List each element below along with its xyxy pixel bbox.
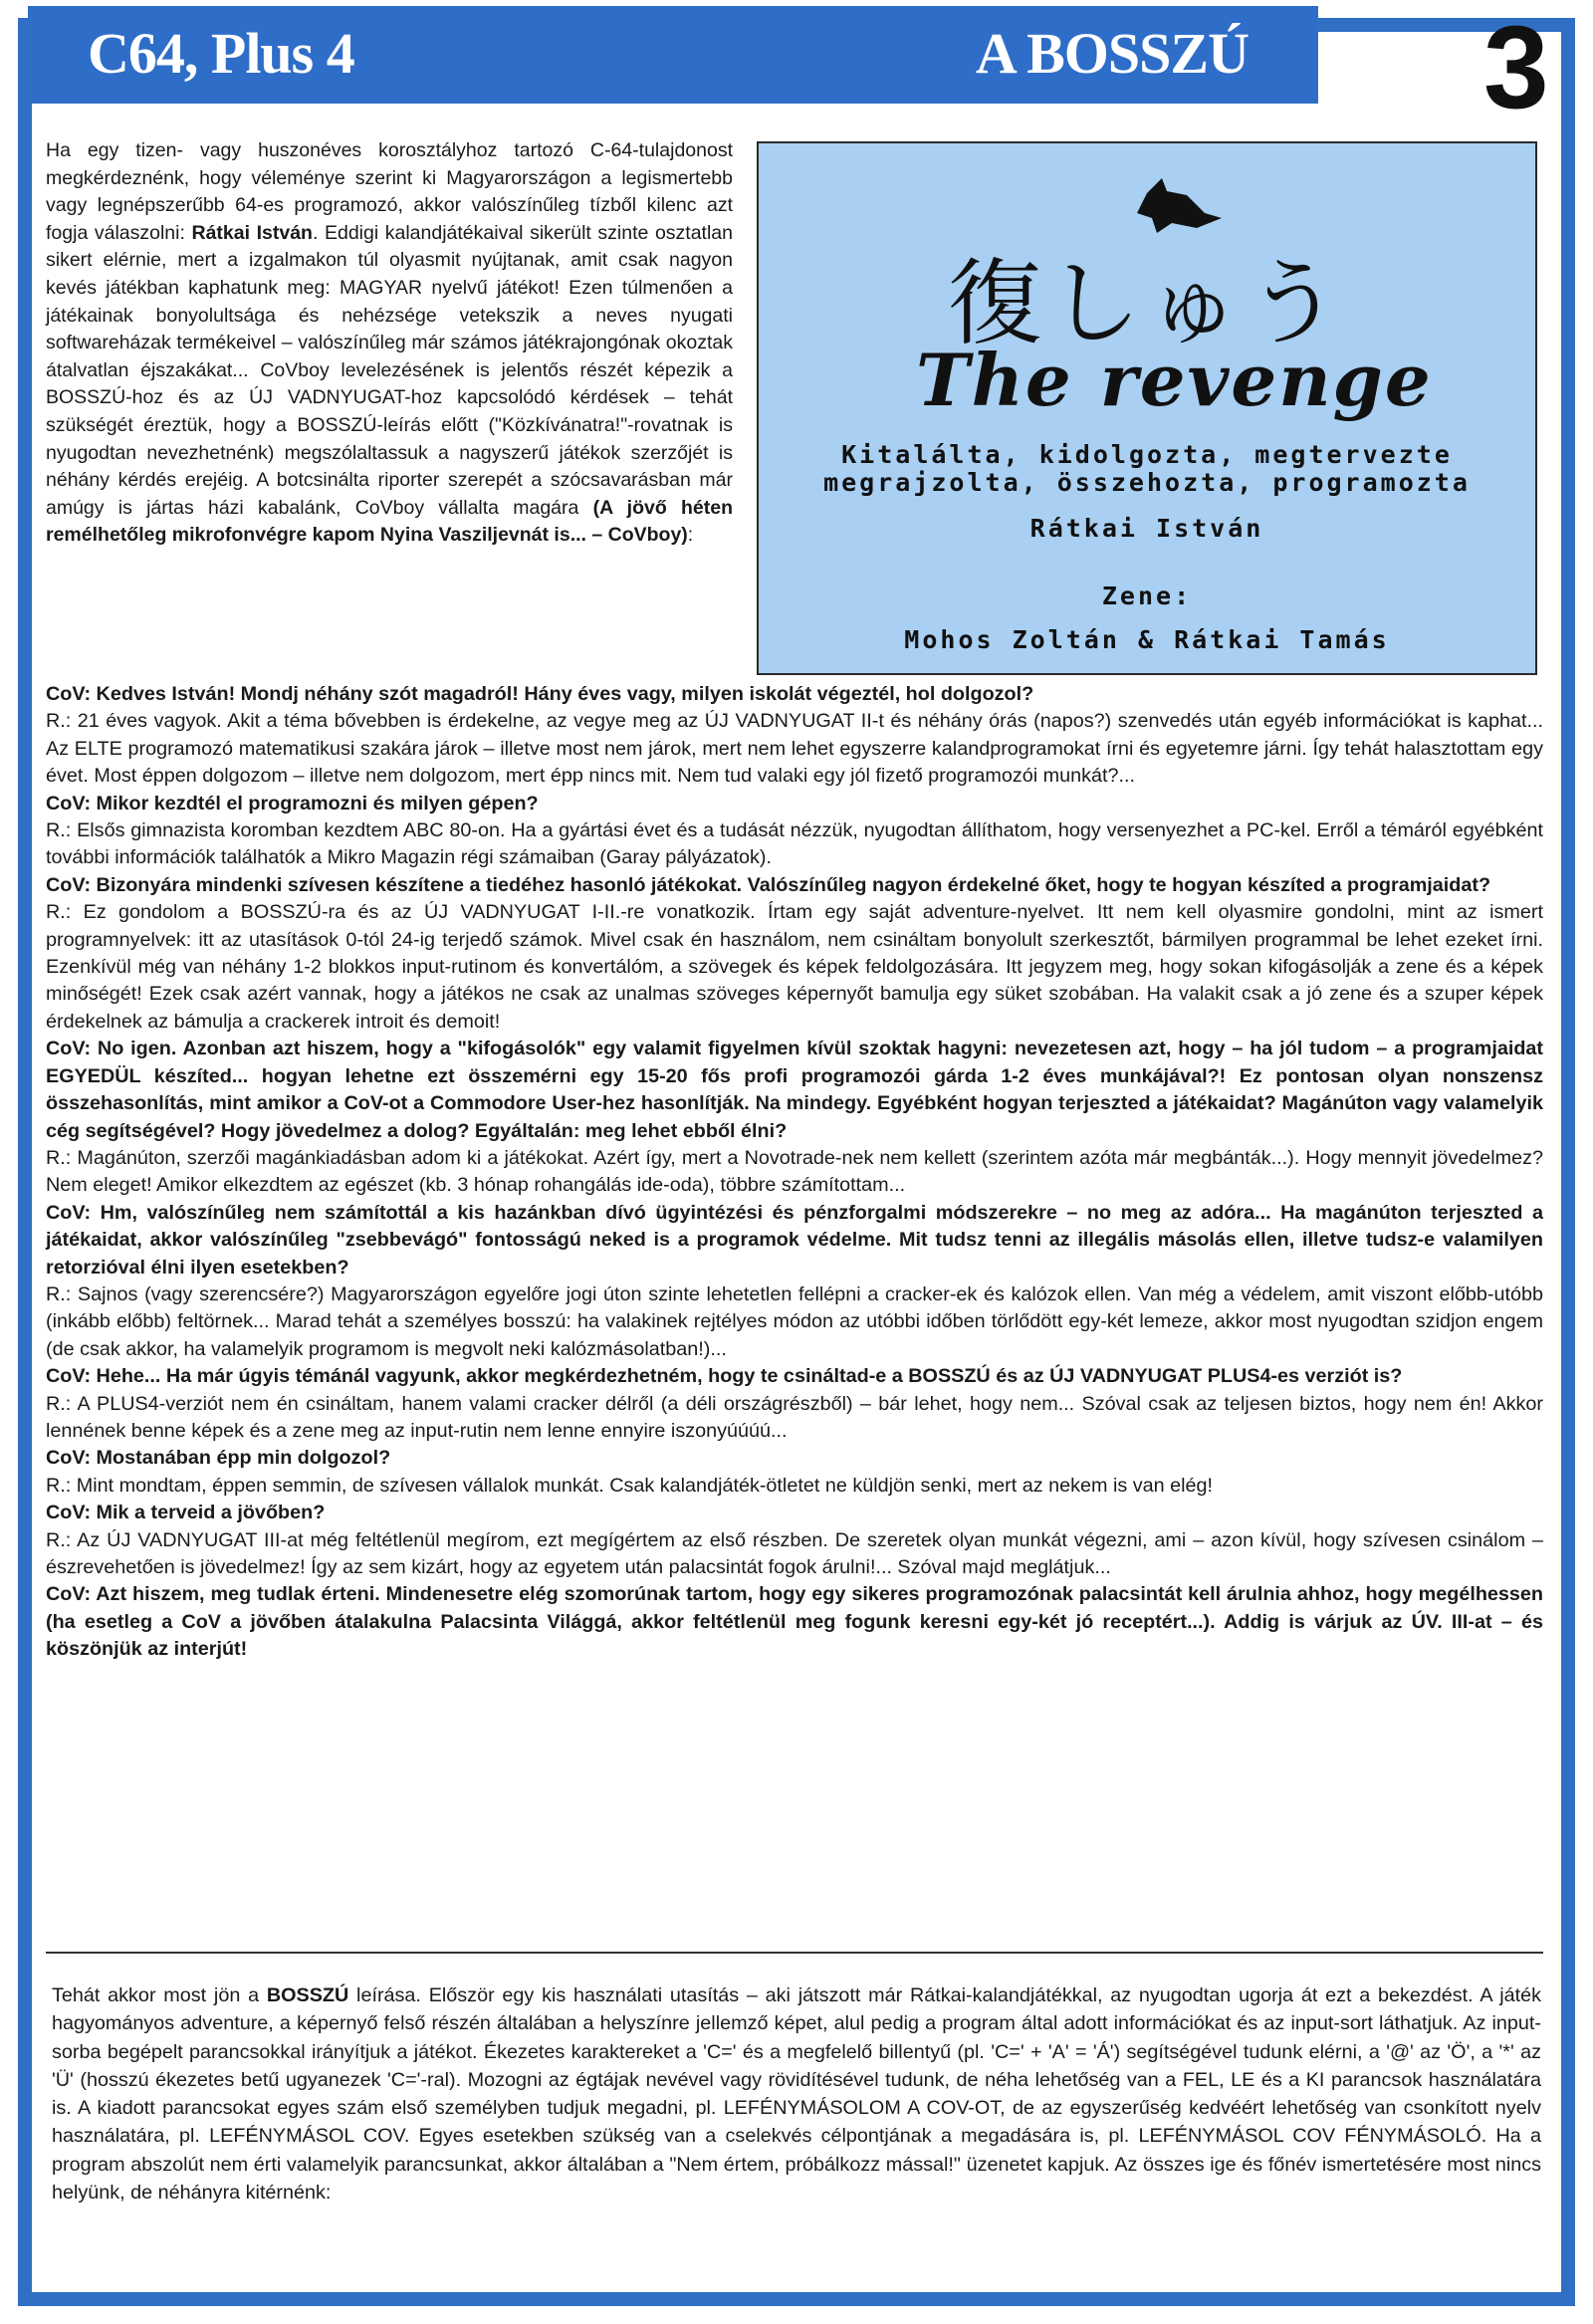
game-title: The revenge bbox=[916, 338, 1433, 422]
interview-answer: R.: A PLUS4-verziót nem én csináltam, hanem valami cracker délről (a déli országrészből) – bár lehet, hogy nem... Szóval csak az teljesen biztos, hogy nem én! Akkor lennének benne képek és a zene meg az input-rutin nem lenne ennyire iszonyúúúú... bbox=[46, 1392, 1543, 1442]
game-title-screen bbox=[757, 141, 1537, 675]
interview-question: CoV: Hm, valószínűleg nem számítottál a kis hazánkban dívó ügyintézési és pénzforgalmi módszerekre – no meg az adóra... Ha magánúton terjeszted a játékaidat, akkor valószínűleg "zsebbevágó" fontosságú neked is a programok védelme. Mit tudsz tenni az illegális másolás ellen, illetve tudsz-e valamilyen retorzióval élni ilyen esetekben? bbox=[46, 1201, 1543, 1278]
intro-text-3: : bbox=[687, 524, 694, 547]
music-label: Zene: bbox=[1101, 581, 1193, 610]
interview-question: CoV: Mik a terveid a jövőben? bbox=[46, 1502, 326, 1524]
credit-author: Rátkai István bbox=[1029, 514, 1264, 543]
description-paragraph bbox=[52, 1981, 1541, 2207]
interview-answer: R.: Magánúton, szerzői magánkiadásban adom ki a játékokat. Azért így, mert a Novotrade-nek nem kellett (szerintem azóta már megbánták...). Hogy mennyit jövedelmez? Nem eleget! Amikor elkezdtem az egészet (kb. 3 hónap rohangálás ide-oda), többre számítottam... bbox=[46, 1146, 1543, 1197]
credit-line-1: Kitalálta, kidolgozta, megtervezte bbox=[841, 440, 1453, 469]
intro-text-2: . Eddigi kalandjátékaival sikerült szinte osztatlan sikert elérnie, mert a izgalmakon túl olyasmit nyújtanak, amit csak nagyon kevés játékban kaphatunk meg: MAGYAR nyelvű játékot! Ezen túlmenően a játékainak bonyolultsága és nehézsége vetekszik a neves nyugati softwareházak termékeivel – valószínűleg már számos játékrajongónak okoztak átalvatlan éjszakákat... CoVboy levelezésének is jelentős részét képezik a BOSSZÚ-hoz és az ÚJ VADNYUGAT-hoz kapcsolódó kérdések – tehát szükségét éreztük, hogy a BOSSZÚ-leírás előtt ("Közkívánatra!"-rovatnak is nyugodtan nevezhetnénk) megszólaltassuk a nagyszerű játékok szerzőjét is néhány kérdés erejéig. A botcsinálta riporter szerepét a szócsavarásban már amúgy is jártas házi kabalánk, CoVboy vállalta magára bbox=[46, 221, 733, 519]
interview-question: CoV: Azt hiszem, meg tudlak érteni. Mindenesetre elég szomorúnak tartom, hogy egy sikeres programozónak palacsintát kell árulnia ahhoz, hogy megélhessen (ha esetleg a CoV a jövőben átalakulna Palacsinta Világgá, akkor feltétlenül meg fogunk keresni egy-két jó receptért...). Addig is várjuk az ÚV. III-at – és köszönjük az interjút! bbox=[46, 1583, 1543, 1661]
outro-text-1: Tehát akkor most jön a bbox=[52, 1984, 267, 2006]
interview-question: CoV: Mikor kezdtél el programozni és milyen gépen? bbox=[46, 792, 539, 814]
intro-paragraph bbox=[46, 137, 733, 550]
interview-question: CoV: No igen. Azonban azt hiszem, hogy a "kifogásolók" egy valamit figyelmen kívül szoktak hagyni: nevezetesen azt, hogy – ha jól tudom – a programjaidat EGYEDÜL készíted... hogyan lehetne ezt összemérni egy 15-20 fős profi programozói gárda 1-2 éves munkájával?! Ez pontosan olyan nonszensz összehasonlítás, mint amikor a CoV-ot a Commodore User-hez hasonlítják. Na mindegy. Egyébként hogyan terjeszted a játékaidat? Magánúton vagy valamelyik cég segítségével? Hogy jövedelmez a dolog? Egyáltalán: meg lehet ebből élni? bbox=[46, 1038, 1543, 1142]
article-title: A BOSSZÚ bbox=[975, 21, 1249, 86]
interview-answer: R.: Elsős gimnazista koromban kezdtem ABC 80-on. Ha a gyártási évet és a tudását nézzük, nyugodtan állíthatom, hogy versenyezhet a PC-kel. Erről a témáról egyébként további információk találhatók a Mikro Magazin régi számaiban (Garay pályázatok). bbox=[46, 819, 1543, 869]
music-credit: Mohos Zoltán & Rátkai Tamás bbox=[904, 625, 1390, 654]
intro-bold-note: (A jövő héten remélhetőleg mikrofonvégre kapom Nyina Vasziljevnát is... – CoVboy) bbox=[46, 496, 734, 547]
intro-text-1: Ha egy tizen- vagy huszonéves korosztályhoz tartozó C-64-tulajdonost megkérdeznénk, hogy véleménye szerint ki Magyarországon a legismertebb vagy legnépszerűbb 64-es programozó, akkor valószínűleg tízből kilenc azt fogja válaszolni: bbox=[46, 139, 733, 244]
interview-question: CoV: Bizonyára mindenki szívesen készítene a tiedéhez hasonló játékokat. Valószínűleg nagyon érdekelné őket, hogy te hogyan készíted a programjaidat? bbox=[46, 873, 1491, 896]
header-bar bbox=[28, 6, 1318, 104]
section-divider bbox=[46, 1952, 1543, 1954]
interview-answer: R.: Mint mondtam, éppen semmin, de szívesen vállalok munkát. Csak kalandjáték-ötletet ne küldjön senki, mert az nekem is van elég! bbox=[46, 1474, 1214, 1497]
page-number: 3 bbox=[1483, 2, 1549, 133]
interview-answer: R.: Az ÚJ VADNYUGAT III-at még feltétlenül megírom, ezt megígértem az első részben. De szeretek olyan munkát végezni, ami – azon kívül, hogy szívesen csinálom – észrevehetően is jövedelmez! Így az sem kizárt, hogy az egyetem után palacsintát fogok árulni!... Szóval majd meglátjuk... bbox=[46, 1528, 1543, 1578]
interview-body bbox=[46, 681, 1543, 1664]
outro-text-2: leírása. Először egy kis használati utasítás – aki játszott már Rátkai-kalandjátékkal, az nyugodtan ugorja át ezt a bekezdést. A játék hagyományos adventure, a képernyő felső részén általában a helyszínre jellemző képet, alul pedig a program által adott információkat és az input-sort láthatjuk. Az input-sorba begépelt parancsokkal irányítjuk a játékot. Ékezetes karaktereket a 'C=' és a megfelelő billentyű (pl. 'C=' + 'A' = 'Á') segítségével tudunk elérni, a '@' az 'Ö', a '*' az 'Ü' (hosszú ékezetes betű ugyanezek 'C='-ral). Mozogni az égtájak nevével vagy rövidítésével tudunk, de néha lehetőség van a FEL, LE és a KI parancsok használatára is. A kiadott parancsokat egyes szám első személyben tudjuk megadni, pl. LEFÉNYMÁSOLOM A COV-OT, de az egyszerűség kedvéért lehetőség van csonkított nyelv használatára, pl. LEFÉNYMÁSOL COV. Egyes esetekben szükség van a cselekvés célpontjának a megadására is, pl. LEFÉNYMÁSOL COV FÉNYMÁSOLÓ. Ha a program abszolút nem érti valamelyik parancsunkat, akkor általában a "Nem értem, próbálkozz mással!" üzenetet kapjuk. Az összes ige és főnév ismertetésére most nincs helyünk, de néhányra kitérnénk: bbox=[52, 1984, 1541, 2205]
interview-question: CoV: Hehe... Ha már úgyis témánál vagyunk, akkor megkérdezhetném, hogy te csináltad-e a BOSSZÚ és az ÚJ VADNYUGAT PLUS4-es verziót is? bbox=[46, 1365, 1403, 1388]
outro-bold-title: BOSSZÚ bbox=[266, 1984, 349, 2006]
interview-answer: R.: Ez gondolom a BOSSZÚ-ra és az ÚJ VADNYUGAT I-II.-re vonatkozik. Írtam egy saját adventure-nyelvet. Itt nem kell olyasmire gondolni, mint az ismert programnyelvek: itt az utasítások 0-tól 24-ig terjedő számok. Mivel csak én használom, nem csináltam bonyolult szerkesztőt, bármilyen programmal be lehet ezeket írni. Ezenkívül még van néhány 1-2 blokkos input-rutinom és konvertálóm, a szövegek és képek feldolgozására. Itt jegyzem meg, hogy sokan kifogásolják a zene és a képek minőségét! Ezek csak azért vannak, hogy a játékos ne csak az unalmas szöveges képernyőt bamulja egy süket szobában. Ha valakit csak a jó zene és a szuper képek érdekelnek az bámulja a crackerek introit és demoit! bbox=[46, 901, 1543, 1033]
credit-line-2: megrajzolta, összehozta, programozta bbox=[823, 468, 1471, 497]
platform-title: C64, Plus 4 bbox=[88, 21, 354, 86]
interview-question: CoV: Mostanában épp min dolgozol? bbox=[46, 1447, 391, 1470]
intro-author-name: Rátkai István bbox=[191, 221, 313, 244]
interview-answer: R.: 21 éves vagyok. Akit a téma bővebben is érdekelne, az vegye meg az ÚJ VADNYUGAT II-t és néhány órás (napos?) szenvedés után egyéb információkat is kaphat... Az ELTE programozó matematikusi szakára járok – illetve most nem járok, mert nem lehet egyszerre kalandprogramokat írni és egyetemre járni. Így tehát halasztottam egy évet. Most éppen dolgozom – illetve nem dolgozom, mert épp nincs mit. Nem tud valaki egy jól fizető programozói munkát?... bbox=[46, 710, 1543, 788]
kanji-title: 復しゅう bbox=[948, 250, 1347, 358]
interview-answer: R.: Sajnos (vagy szerencsére?) Magyarországon egyelőre jogi úton szinte lehetetlen fellépni a cracker-ek és kalózok ellen. Van még a védelem, amit viszont előbb-utóbb (inkább előbb) feltörnek... Marad tehát a személyes bosszú: ha valakinek rejtélyes módon az utóbbi időben törlődött egy-két lemeze, akkor most nyugodtan szidjon engem (de csak akkor, ha valamelyik programom is megvolt neki kalózmásolatban!)... bbox=[46, 1282, 1543, 1360]
interview-question: CoV: Kedves István! Mondj néhány szót magadról! Hány éves vagy, milyen iskolát végeztél, hol dolgozol? bbox=[46, 683, 1034, 705]
